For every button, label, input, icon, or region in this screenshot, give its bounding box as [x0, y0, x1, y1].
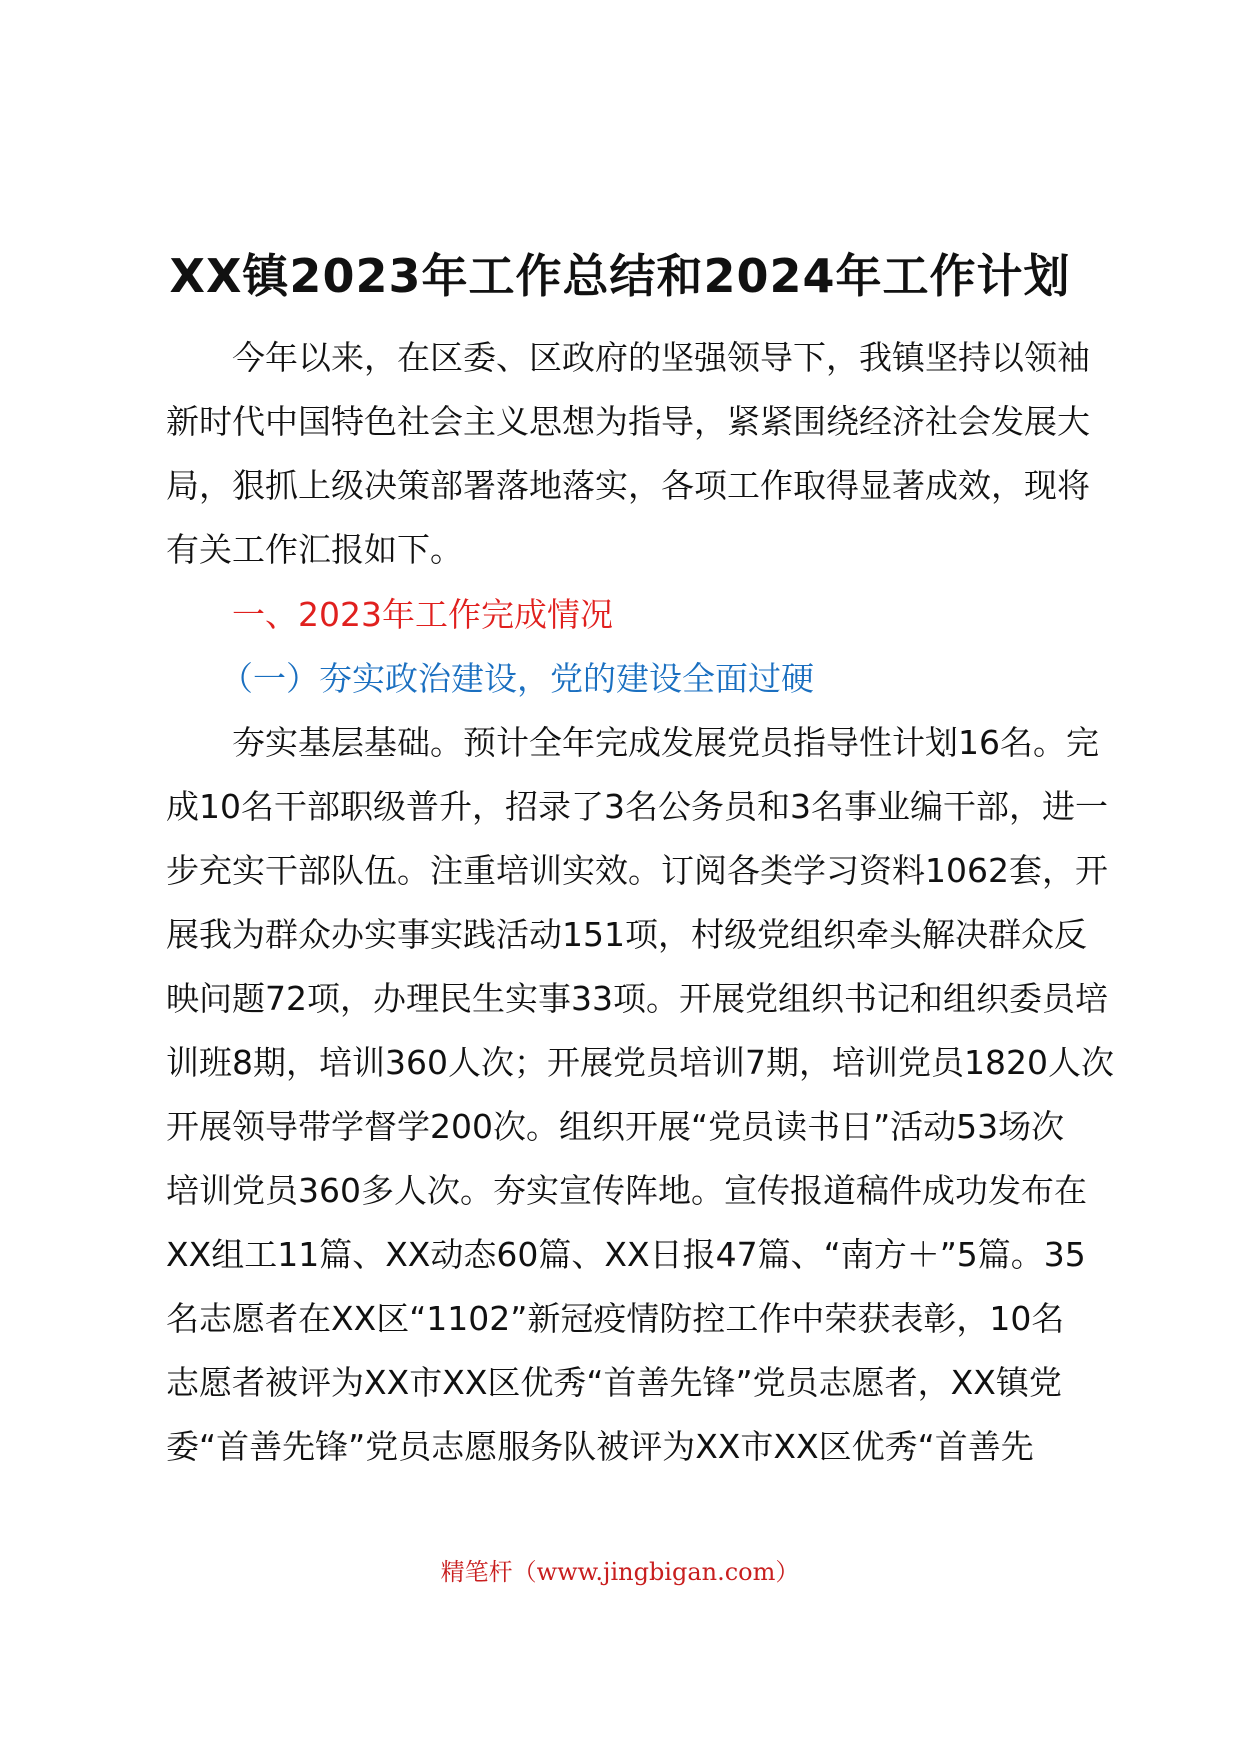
paragraph-line: 成10名干部职级普升，招录了3名公务员和3名事业编干部，进一	[166, 787, 1108, 826]
paragraph-line: 夯实基层基础。预计全年完成发展党员指导性计划16名。完	[232, 723, 1099, 762]
paragraph-line: 映问题72项，办理民生实事33项。开展党组织书记和组织委员培	[166, 979, 1108, 1018]
paragraph-line: 名志愿者在XX区“1102”新冠疫情防控工作中荣获表彰，10名	[166, 1299, 1065, 1338]
paragraph-line: 新时代中国特色社会主义思想为指导，紧紧围绕经济社会发展大	[166, 402, 1090, 441]
paragraph-line: 委“首善先锋”党员志愿服务队被评为XX市XX区优秀“首善先	[166, 1427, 1034, 1466]
paragraph-line: XX组工11篇、XX动态60篇、XX日报47篇、“南方＋”5篇。35	[166, 1235, 1086, 1274]
paragraph-line: 今年以来，在区委、区政府的坚强领导下，我镇坚持以领袖	[232, 338, 1090, 377]
document-title: XX镇2023年工作总结和2024年工作计划	[169, 249, 1071, 303]
paragraph-line: 展我为群众办实事实践活动151项，村级党组织牵头解决群众反	[166, 915, 1087, 954]
paragraph-line: 开展领导带学督学200次。组织开展“党员读书日”活动53场次	[166, 1107, 1065, 1146]
footer-watermark: 精笔杆（www.jingbigan.com）	[440, 1558, 800, 1586]
paragraph-line: 训班8期，培训360人次；开展党员培训7期，培训党员1820人次	[166, 1043, 1114, 1082]
paragraph-line: 局，狠抓上级决策部署落地落实，各项工作取得显著成效，现将	[166, 466, 1090, 505]
subsection-heading: （一）夯实政治建设，党的建设全面过硬	[220, 659, 814, 698]
paragraph-line: 步充实干部队伍。注重培训实效。订阅各类学习资料1062套，开	[166, 851, 1108, 890]
section-heading: 一、2023年工作完成情况	[232, 595, 613, 634]
paragraph-line: 志愿者被评为XX市XX区优秀“首善先锋”党员志愿者，XX镇党	[166, 1363, 1062, 1402]
paragraph-line: 有关工作汇报如下。	[166, 530, 463, 569]
paragraph-line: 培训党员360多人次。夯实宣传阵地。宣传报道稿件成功发布在	[166, 1171, 1087, 1210]
